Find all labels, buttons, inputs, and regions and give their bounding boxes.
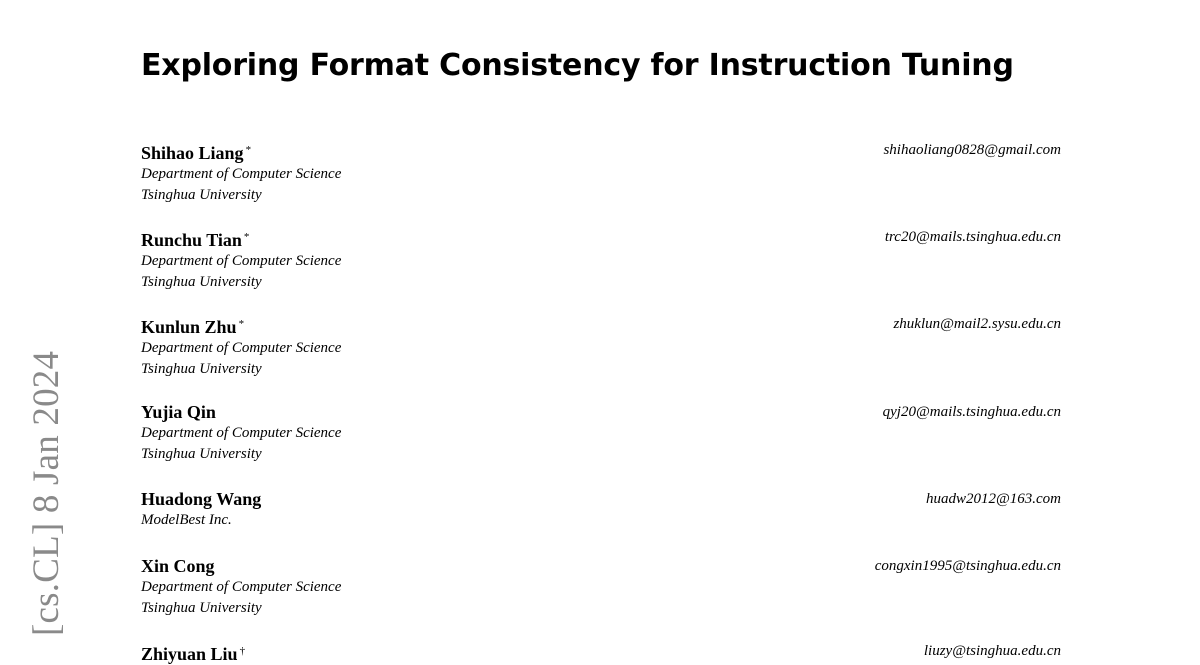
author-name: Shihao Liang * xyxy=(141,143,252,163)
author-affiliation: ModelBest Inc. xyxy=(141,512,232,528)
author-institution: Tsinghua University xyxy=(141,274,262,290)
author-block xyxy=(141,139,1061,206)
author-block xyxy=(141,313,1061,380)
author-block xyxy=(141,401,1061,465)
author-email[interactable]: shihaoliang0828@gmail.com xyxy=(883,142,1061,158)
author-email[interactable]: zhuklun@mail2.sysu.edu.cn xyxy=(893,316,1061,332)
author-department: Department of Computer Science xyxy=(141,340,342,356)
author-department: Department of Computer Science xyxy=(141,166,342,182)
author-department: Department of Computer Science xyxy=(141,579,342,595)
author-name: Runchu Tian * xyxy=(141,230,250,250)
author-block xyxy=(141,488,1061,531)
author-institution: Tsinghua University xyxy=(141,187,262,203)
author-department: Department of Computer Science xyxy=(141,253,342,269)
author-block xyxy=(141,555,1061,619)
author-institution: Tsinghua University xyxy=(141,600,262,616)
author-department: Department of Computer Science xyxy=(141,425,342,441)
author-email[interactable]: qyj20@mails.tsinghua.edu.cn xyxy=(882,404,1061,420)
author-name: Yujia Qin xyxy=(141,402,216,422)
author-email[interactable]: congxin1995@tsinghua.edu.cn xyxy=(874,558,1061,574)
author-email[interactable]: liuzy@tsinghua.edu.cn xyxy=(923,643,1061,659)
author-name: Huadong Wang xyxy=(141,489,262,509)
equal-contribution-mark: * xyxy=(238,318,245,330)
author-name: Xin Cong xyxy=(141,556,215,576)
equal-contribution-mark: * xyxy=(245,144,252,156)
author-email[interactable]: trc20@mails.tsinghua.edu.cn xyxy=(884,229,1061,245)
author-block xyxy=(141,226,1061,293)
author-name: Zhiyuan Liu † xyxy=(141,644,246,664)
author-email[interactable]: huadw2012@163.com xyxy=(925,491,1061,507)
paper-title: Exploring Format Consistency for Instruction Tuning xyxy=(141,48,1014,83)
corresponding-author-mark: † xyxy=(239,645,246,657)
author-institution: Tsinghua University xyxy=(141,361,262,377)
equal-contribution-mark: * xyxy=(243,231,250,243)
arxiv-side-stamp: [cs.CL] 8 Jan 2024 xyxy=(26,350,67,636)
author-block xyxy=(141,640,1061,665)
author-name: Kunlun Zhu * xyxy=(141,317,245,337)
author-institution: Tsinghua University xyxy=(141,446,262,462)
